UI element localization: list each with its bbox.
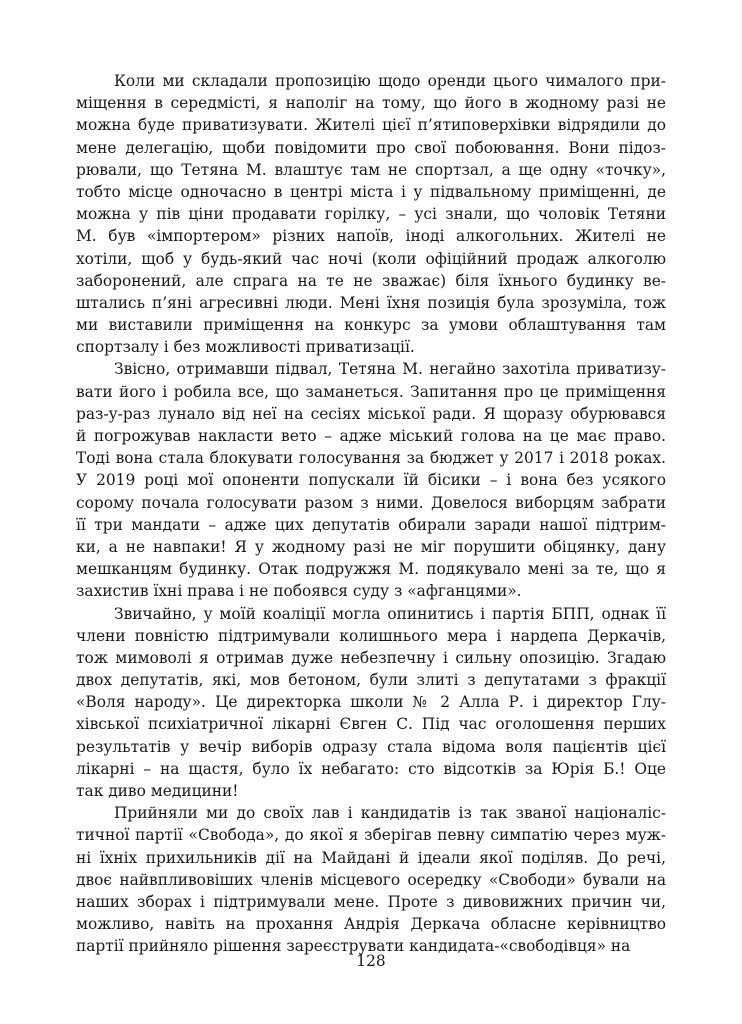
text-line: Звичайно, у моїй коаліції могла опинитись і партія БПП, однак її <box>114 604 666 623</box>
text-line: тобто місце одночасно в центрі міста і у підвальному приміщенні, де <box>76 182 666 201</box>
paragraph <box>76 358 666 602</box>
text-line: міщення в середмісті, я наполіг на тому, що його в жодному разі не <box>76 94 666 113</box>
text-line: рювали, що Тетяна М. влаштує там не спортзал, а ще одну «точку», <box>76 160 666 179</box>
text-line: захистив їхні права і не побоявся суду з «афганцями». <box>76 582 522 601</box>
text-line: результатів у вечір виборів одразу стала відома воля пацієнтів цієї <box>76 737 666 756</box>
text-line: Коли ми складали пропозицію щодо оренди цього чималого при- <box>114 72 666 90</box>
text-line: ні їхніх прихильників дії на Майдані й ідеали якої поділяв. До речі, <box>76 848 666 867</box>
text-line: У 2019 році мої опоненти попускали їй бісики – і вона без усякого <box>76 471 666 490</box>
text-line: можливо, навіть на прохання Андрія Деркача обласне керівництво <box>76 915 666 934</box>
text-line: двох депутатів, які, мов бетоном, були злиті з депутатами з фракції <box>76 671 666 690</box>
text-line: Прийняли ми до своїх лав і кандидатів із так званої націоналіс- <box>114 804 666 823</box>
text-line: «Воля народу». Це директорка школи № 2 Алла Р. і директор Глу- <box>76 693 666 712</box>
text-line: сорому почала голосувати разом з ними. Довелося виборцям забрати <box>76 493 666 512</box>
text-line: раз-у-раз лунало від неї на сесіях міської ради. Я щоразу обурювався <box>76 404 666 423</box>
text-line: й погрожував накласти вето – адже міський голова на це має право. <box>76 427 666 445</box>
text-line: мене делегацію, щоби повідомити про свої побоювання. Вони підоз- <box>76 138 666 157</box>
text-line: ки, а не навпаки! Я у жодному разі не міг порушити обіцянку, дану <box>76 537 666 556</box>
paragraph <box>76 70 666 358</box>
page-body-text <box>76 70 666 958</box>
text-line: мешканцям будинку. Отак подружжя М. подякувало мені за те, що я <box>76 560 666 579</box>
text-line: партії прийняло рішення зареєструвати кандидата-«свободівця» на <box>76 937 631 956</box>
text-line: лікарні – на щастя, було їх небагато: сто відсотків за Юрія Б.! Оце <box>76 759 666 778</box>
text-line: двоє найвпливовіших членів місцевого осередку «Свободи» бували на <box>76 870 666 889</box>
text-line: її три мандати – адже цих депутатів обирали заради нашої підтрим- <box>76 515 666 534</box>
paragraph <box>76 603 666 803</box>
text-line: можна буде приватизувати. Жителі цієї п’ятиповерхівки відрядили до <box>76 116 666 135</box>
text-line: тож мимоволі я отримав дуже небезпечну і сильну опозицію. Згадаю <box>76 648 666 667</box>
text-line: наших зборах і підтримували мене. Проте з дивовижних причин чи, <box>76 892 666 911</box>
page-number: 128 <box>356 952 386 970</box>
text-line: так диво медицини! <box>76 782 239 800</box>
paragraph <box>76 802 666 957</box>
text-line: штались п’яні агресивні люди. Мені їхня позиція була зрозуміла, тож <box>76 293 666 312</box>
text-line: Звісно, отримавши підвал, Тетяна М. негайно захотіла приватизу- <box>114 360 666 379</box>
text-line: Тоді вона стала блокувати голосування за бюджет у 2017 і 2018 роках. <box>76 449 666 468</box>
text-line: тичної партії «Свобода», до якої я зберігав певну симпатію через муж- <box>76 826 666 845</box>
text-line: спортзалу і без можливості приватизації. <box>76 338 415 357</box>
text-line: ми виставили приміщення на конкурс за умови облаштування там <box>76 316 666 335</box>
text-line: хотіли, щоб у будь-який час ночі (коли офіційний продаж алкоголю <box>76 249 666 268</box>
text-line: вати його і робила все, що заманеться. Запитання про це приміщення <box>76 382 666 401</box>
text-line: можна у пів ціни продавати горілку, – усі знали, що чоловік Тетяни <box>76 205 666 224</box>
text-line: хівської психіатричної лікарні Євген С. Під час оголошення перших <box>76 715 666 734</box>
text-line: М. був «імпортером» різних напоїв, іноді алкогольних. Жителі не <box>76 227 666 246</box>
text-line: члени повністю підтримували колишнього мера і нардепа Деркачів, <box>76 626 666 645</box>
text-line: заборонений, але спрага на те не зважає) біля їхнього будинку ве- <box>76 271 666 290</box>
